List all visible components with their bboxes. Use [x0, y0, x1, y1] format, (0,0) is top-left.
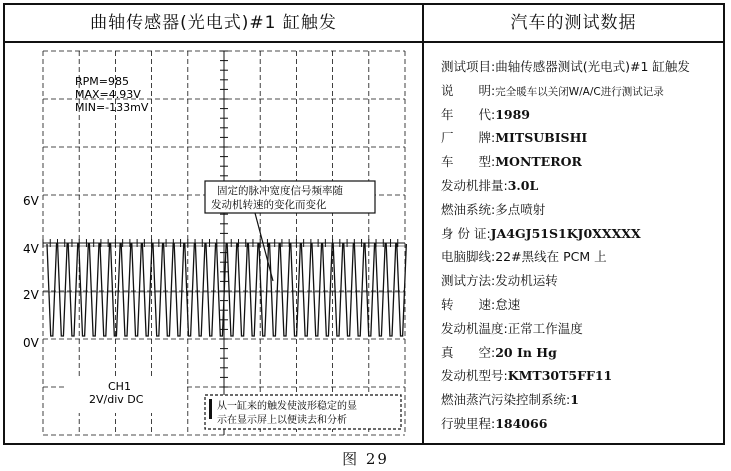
test-data-value: 1 — [570, 392, 579, 408]
trigger-annotation — [205, 395, 401, 429]
voltage-label-0v: 0V — [23, 336, 39, 350]
test-data-row — [441, 103, 725, 127]
test-data-row — [441, 412, 725, 436]
test-data-value: 完全暖车以关闭W/A/C进行测试记录 — [495, 85, 664, 98]
waveform-trace — [47, 244, 406, 336]
test-data-row — [441, 79, 725, 103]
test-data-value: 发动机运转 — [495, 273, 558, 289]
pulse-note-line1: 固定的脉冲宽度信号频率随 — [217, 185, 343, 197]
test-data-row — [441, 55, 725, 79]
max-readout: MAX=4.93V — [75, 88, 141, 101]
voltage-label-6v: 6V — [23, 194, 39, 208]
test-data-value: KMT30T5FF11 — [507, 368, 613, 384]
test-data-list — [441, 55, 725, 436]
test-data-key: 转 速: — [441, 296, 496, 312]
test-data-key: 厂 牌: — [441, 130, 496, 146]
test-data-value: 正常工作温度 — [507, 320, 583, 336]
test-data-value: 曲轴传感器测试(光电式)#1 缸触发 — [495, 59, 690, 74]
test-data-key: 车 型: — [441, 154, 496, 170]
channel-name: CH1 — [108, 380, 131, 393]
trigger-note-line2: 示在显示屏上以便读去和分析 — [217, 415, 347, 426]
channel-scale: 2V/div DC — [89, 393, 144, 406]
test-data-key: 发动机温度: — [441, 320, 508, 336]
voltage-label-2v: 2V — [23, 288, 39, 302]
test-data-row — [441, 174, 725, 198]
trigger-note-line1: 从一缸来的触发使波形稳定的显 — [217, 401, 357, 412]
test-data-value: 多点喷射 — [495, 201, 546, 217]
test-data-value: MONTEROR — [495, 154, 582, 170]
test-data-row — [441, 293, 725, 317]
test-data-key: 燃油蒸汽污染控制系统: — [441, 392, 571, 408]
oscilloscope-screen — [5, 43, 422, 443]
test-data-key: 发动机排量: — [441, 177, 508, 193]
channel-box — [67, 379, 185, 413]
test-data-row — [441, 388, 725, 412]
min-readout: MIN=-133mV — [75, 101, 149, 114]
test-data-key: 行驶里程: — [441, 415, 496, 431]
test-data-key: 燃油系统: — [441, 201, 496, 217]
test-data-row — [441, 222, 725, 246]
figure-caption: 图 29 — [342, 450, 389, 468]
test-data-row — [441, 341, 725, 365]
table-title: 汽车的测试数据 — [510, 13, 637, 33]
rpm-readout: RPM=985 — [75, 75, 129, 88]
test-data-value: JA4GJ51S1KJ0XXXXX — [490, 225, 641, 241]
voltage-label-4v: 4V — [23, 242, 39, 256]
test-data-key: 年 代: — [441, 106, 496, 122]
test-data-row — [441, 126, 725, 150]
scope-title: 曲轴传感器(光电式)#1 缸触发 — [90, 13, 337, 33]
test-data-key: 测试项目: — [441, 59, 496, 74]
figure-frame — [3, 3, 725, 445]
test-data-value: 3.0L — [507, 177, 539, 193]
test-data-value: 怠速 — [495, 296, 521, 312]
test-data-row — [441, 364, 725, 388]
test-data-row — [441, 269, 725, 293]
test-data-value: MITSUBISHI — [495, 130, 588, 146]
test-data-key: 说 明: — [441, 82, 496, 98]
test-data-row — [441, 245, 725, 269]
test-data-value: 22#黑线在 PCM 上 — [495, 249, 607, 265]
test-data-value: 20 In Hg — [495, 344, 557, 360]
test-data-key: 电脑脚线: — [441, 249, 496, 265]
pulse-annotation — [205, 181, 375, 281]
test-data-value: 1989 — [495, 106, 531, 122]
test-data-row — [441, 198, 725, 222]
test-data-key: 发动机型号: — [441, 368, 508, 384]
test-data-value: 184066 — [495, 415, 548, 431]
test-data-key: 测试方法: — [441, 273, 496, 289]
pulse-note-line2: 发动机转速的变化而变化 — [211, 199, 327, 211]
test-data-row — [441, 150, 725, 174]
test-data-key: 真 空: — [441, 344, 496, 360]
test-data-row — [441, 317, 725, 341]
test-data-key: 身 份 证: — [441, 225, 491, 241]
panel-divider — [422, 5, 424, 443]
